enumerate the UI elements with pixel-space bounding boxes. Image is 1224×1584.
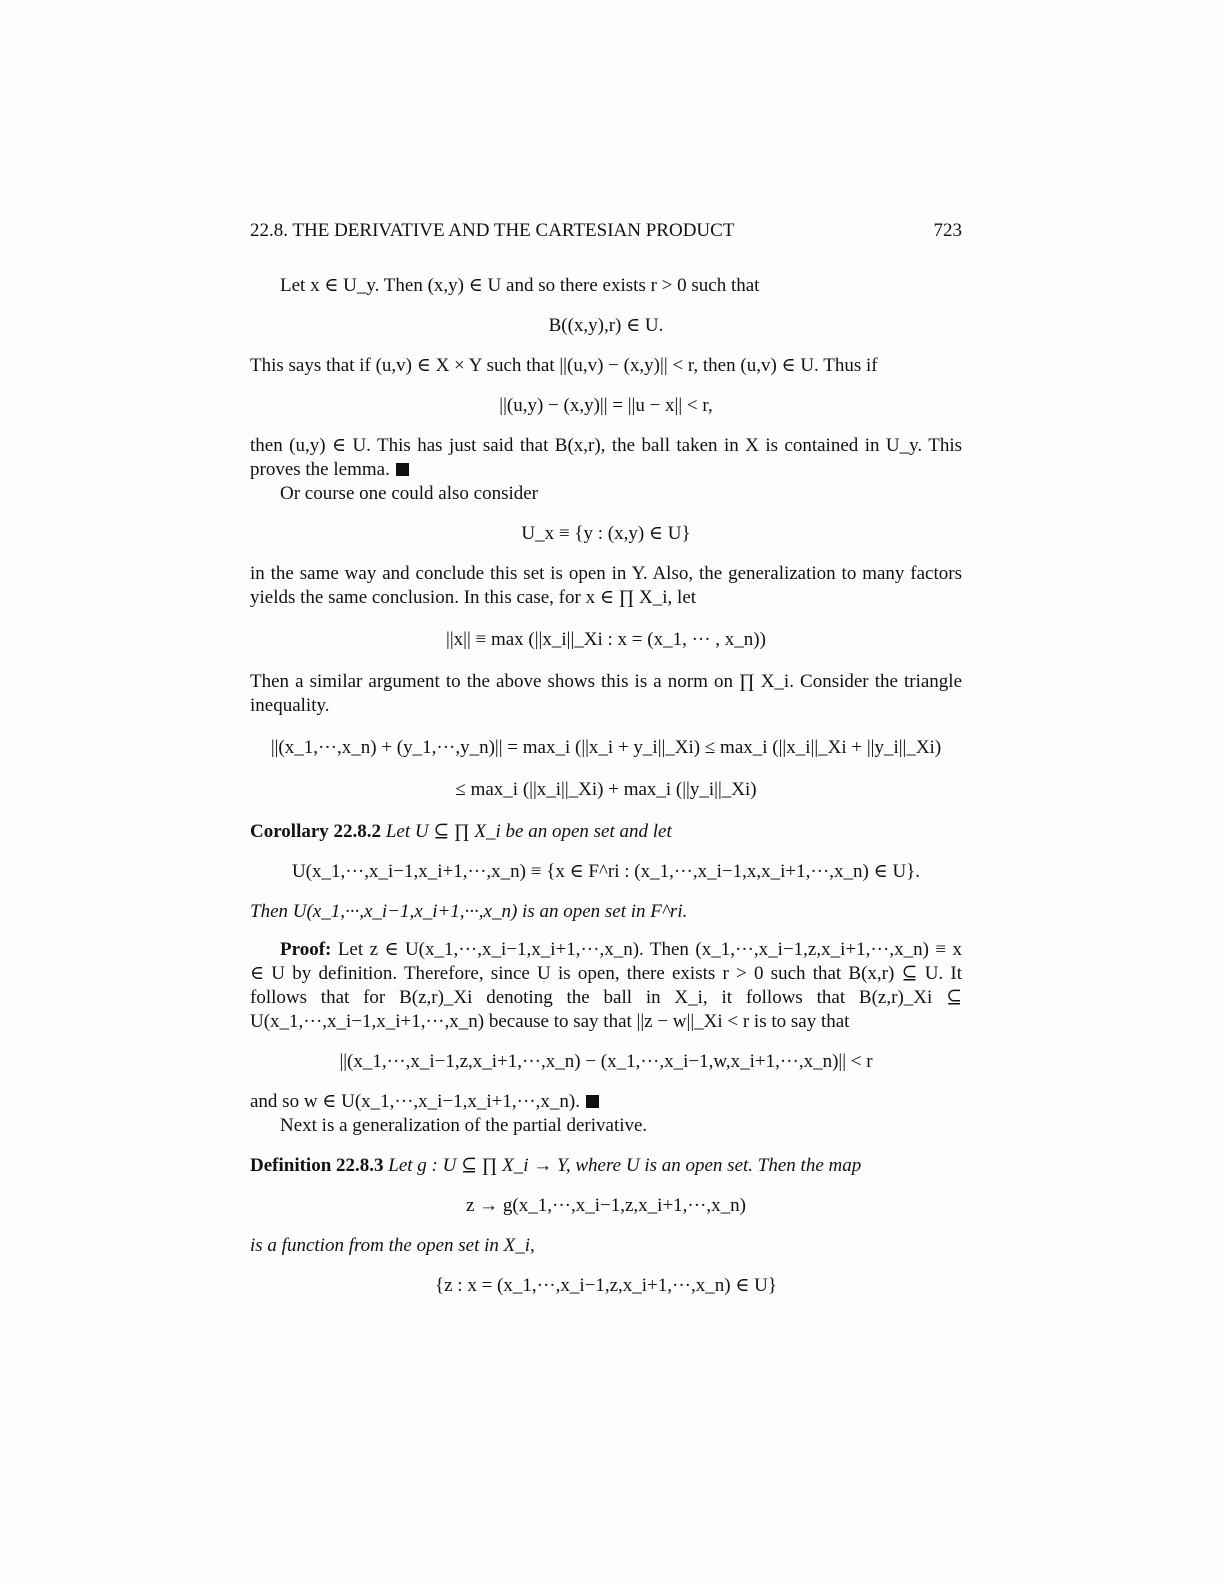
qed-square-icon <box>396 463 409 476</box>
paragraph-6: Then a similar argument to the above shows this is a norm on ∏ X_i. Consider the triangle inequality. <box>250 671 962 716</box>
paragraph-4: Or course one could also consider <box>280 483 539 504</box>
paragraph-5: in the same way and conclude this set is open in Y. Also, the generalization to many factors yields the same conclusion. In this case, for x ∈ ∏ X_i, let <box>250 563 962 608</box>
equation-1: B((x,y),r) ∈ U. <box>548 315 664 336</box>
equation-6: ≤ max_i (||x_i||_Xi) + max_i (||y_i||_Xi) <box>455 779 757 800</box>
paragraph-2: This says that if (u,v) ∈ X × Y such that ||(u,v) − (x,y)|| < r, then (u,v) ∈ U. Thus if <box>250 355 878 376</box>
corollary-label: Corollary 22.8.2 <box>250 821 382 842</box>
definition-statement: Let g : U ⊆ ∏ X_i → Y, where U is an open set. Then the map <box>388 1155 862 1176</box>
proof-text: Let z ∈ U(x_1,···,x_i−1,x_i+1,···,x_n). Then (x_1,···,x_i−1,z,x_i+1,···,x_n) ≡ x ∈ U by definition. Therefore, since U is open, there exists r > 0 such that B(x,r) ⊆ U. It follows that for B(z,r)_Xi denoting the ball in X_i, it follows that B(z,r)_Xi ⊆ U(x_1,···,x_i−1,x_i+1,···,x_n) because to say that ||z − w||_Xi < r is to say that <box>250 939 963 1032</box>
paragraph-7 <box>250 1090 962 1114</box>
equation-3: U_x ≡ {y : (x,y) ∈ U} <box>521 523 691 544</box>
paragraph-7-text: and so w ∈ U(x_1,···,x_i−1,x_i+1,···,x_n). <box>250 1091 580 1112</box>
equation-10: {z : x = (x_1,···,x_i−1,z,x_i+1,···,x_n) ∈ U} <box>435 1275 777 1296</box>
section-title: 22.8. THE DERIVATIVE AND THE CARTESIAN PRODUCT <box>250 220 735 241</box>
corollary <box>250 820 962 844</box>
corollary-conclusion: Then U(x_1,···,x_i−1,x_i+1,···,x_n) is an open set in F^ri. <box>250 901 688 922</box>
page-body <box>250 274 962 1314</box>
qed-square-icon <box>586 1095 599 1108</box>
equation-7: U(x_1,···,x_i−1,x_i+1,···,x_n) ≡ {x ∈ F^ri : (x_1,···,x_i−1,x,x_i+1,···,x_n) ∈ U}. <box>291 861 921 882</box>
page-number: 723 <box>933 220 962 241</box>
equation-9: z → g(x_1,···,x_i−1,z,x_i+1,···,x_n) <box>466 1195 746 1216</box>
equation-4: ||x|| ≡ max (||x_i||_Xi : x = (x_1, ··· , x_n)) <box>446 629 766 650</box>
definition-continuation: is a function from the open set in X_i, <box>250 1235 535 1256</box>
paragraph-3-text: then (u,y) ∈ U. This has just said that B(x,r), the ball taken in X is contained in U_y. This proves the lemma. <box>250 435 962 480</box>
definition <box>250 1154 962 1178</box>
definition-label: Definition 22.8.3 <box>250 1155 384 1176</box>
equation-8: ||(x_1,···,x_i−1,z,x_i+1,···,x_n) − (x_1,···,x_i−1,w,x_i+1,···,x_n)|| < r <box>339 1051 873 1072</box>
equation-5: ||(x_1,···,x_n) + (y_1,···,y_n)|| = max_i (||x_i + y_i||_Xi) ≤ max_i (||x_i||_Xi + ||y_i||_Xi) <box>270 737 942 758</box>
proof <box>250 938 962 1034</box>
paragraph-8: Next is a generalization of the partial derivative. <box>280 1115 648 1136</box>
corollary-statement: Let U ⊆ ∏ X_i be an open set and let <box>385 821 672 842</box>
running-header <box>250 220 962 242</box>
paragraph-3 <box>250 434 962 482</box>
proof-label: Proof: <box>280 939 332 960</box>
paragraph-1: Let x ∈ U_y. Then (x,y) ∈ U and so there exists r > 0 such that <box>280 275 760 296</box>
equation-2: ||(u,y) − (x,y)|| = ||u − x|| < r, <box>499 395 713 416</box>
